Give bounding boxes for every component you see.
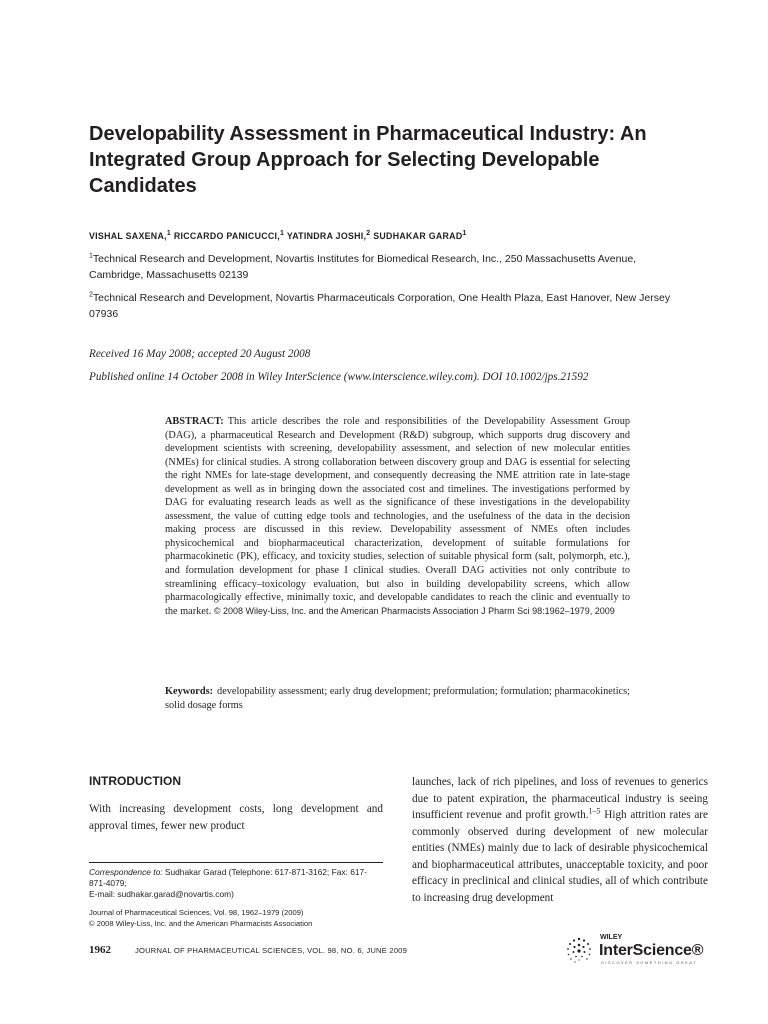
keywords-text: developability assessment; early drug development; preformulation; formulation; pharmacokinetics; solid dosage forms [165,686,630,711]
affiliation-mark: 2 [89,291,93,299]
correspondence-email[interactable]: E-mail: sudhakar.garad@novartis.com) [89,889,234,899]
logo-tagline: DISCOVER SOMETHING GREAT [601,961,698,965]
page-number: 1962 [89,944,111,956]
correspondence-label: Correspondence to: [89,867,163,877]
affiliation-mark: 1 [89,252,93,260]
affiliation-2 [89,290,689,322]
correspondence-text: Sudhakar Garad (Telephone: 617-871-3162; Fax: 617-871-4079; [89,867,367,888]
author-name: SUDHAKAR GARAD [373,231,463,241]
logo-publisher: WILEY [600,934,623,941]
abstract-text: This article describes the role and responsibilities of the Developability Assessment Group (DAG), a pharmaceutical Research and Development (R&D) subgroup, which supports drug discovery and development scientists with screening, developability assessment, and selection of new molecular entities (NMEs) for clinical studies. A strong collaboration between discovery group and DAG is essential for selecting the right NMEs for late-stage development, and consequently decreasing the NME attrition rate in late-stage development as well as in bringing down the associated cost and timelines. The investigations performed by DAG for evaluating research leads as well as the significance of these investigations in the developability assessment, the value of cutting edge tools and technologies, and the usefulness of the data in the decision making process are discussed in this review. Developability assessment of NMEs often includes physicochemical and biopharmaceutical characterization, development of suitable formulations for pharmacokinetic (PK), efficacy, and toxicity studies, selection of suitable physical form (salt, polymorph, etc.), and formulation development for phase I clinical studies. Overall DAG activities not only contribute to streamlining efficacy–toxicology evaluation, but also in building developability screens, which allow pharmacologically effective, minimally toxic, and developable candidates to reach the clinic and eventually to the market. [165,416,630,617]
author-affiliation-mark: 1 [462,230,467,238]
body-text: launches, lack of rich pipelines, and loss of revenues to generics due to patent expiration, the pharmaceutical industry is seeing insufficient revenue and profit growth. [412,776,708,821]
author-affiliation-mark: 1 [280,230,285,238]
author-name: VISHAL SAXENA, [89,231,167,241]
author-list [89,231,709,241]
abstract-copyright: © 2008 Wiley-Liss, Inc. and the American Pharmacists Association J Pharm Sci 98:1962–1979, 2009 [213,605,615,616]
body-text-right-column [412,774,708,906]
running-footer-journal: JOURNAL OF PHARMACEUTICAL SCIENCES, VOL. 98, NO. 6, JUNE 2009 [135,946,408,955]
keywords-label: Keywords: [165,686,214,697]
author-name: YATINDRA JOSHI, [286,231,367,241]
footnote-divider [89,862,383,863]
journal-info [89,907,383,929]
section-heading-introduction: INTRODUCTION [89,774,181,788]
article-title: Developability Assessment in Pharmaceutical Industry: An Integrated Group Approach for Selecting Developable Candidates [89,123,647,197]
received-dates: Received 16 May 2008; accepted 20 August 2008 [89,348,311,360]
abstract [165,415,630,618]
body-text-left-column: With increasing development costs, long development and approval times, fewer new product [89,803,383,832]
affiliation-text: Technical Research and Development, Novartis Pharmaceuticals Corporation, One Health Plaza, East Hanover, New Jersey 07936 [89,292,671,320]
wiley-interscience-logo[interactable] [564,934,714,970]
publication-info: Published online 14 October 2008 in Wiley InterScience (www.interscience.wiley.com). DOI 10.1002/jps.21592 [89,371,589,383]
body-text: High attrition rates are commonly observed during development of new molecular entities (NMEs) mainly due to lack of desirable physicochemical and biopharmaceutical attributes, unacceptable toxicity, and poor efficacy in preclinical and clinical studies, all of which contribute to increasing drug development [412,809,708,904]
abstract-label: ABSTRACT: [165,416,224,427]
affiliation-text: Technical Research and Development, Novartis Institutes for Biomedical Research, Inc., 250 Massachusetts Avenue, Cambridge, Massachusetts 02139 [89,253,637,281]
journal-copyright-line: © 2008 Wiley-Liss, Inc. and the American Pharmacists Association [89,919,313,928]
citation-reference: 1–5 [588,806,601,816]
keywords [165,685,630,712]
author-affiliation-mark: 2 [366,230,371,238]
author-affiliation-mark: 1 [166,230,172,238]
correspondence-footnote [89,867,383,900]
author-name: RICCARDO PANICUCCI, [173,231,281,241]
affiliation-1 [89,251,689,283]
interscience-dots-logo-icon [564,936,594,966]
journal-citation-line: Journal of Pharmaceutical Sciences, Vol. 98, 1962–1979 (2009) [89,908,304,917]
logo-name: InterScience® [599,942,704,959]
